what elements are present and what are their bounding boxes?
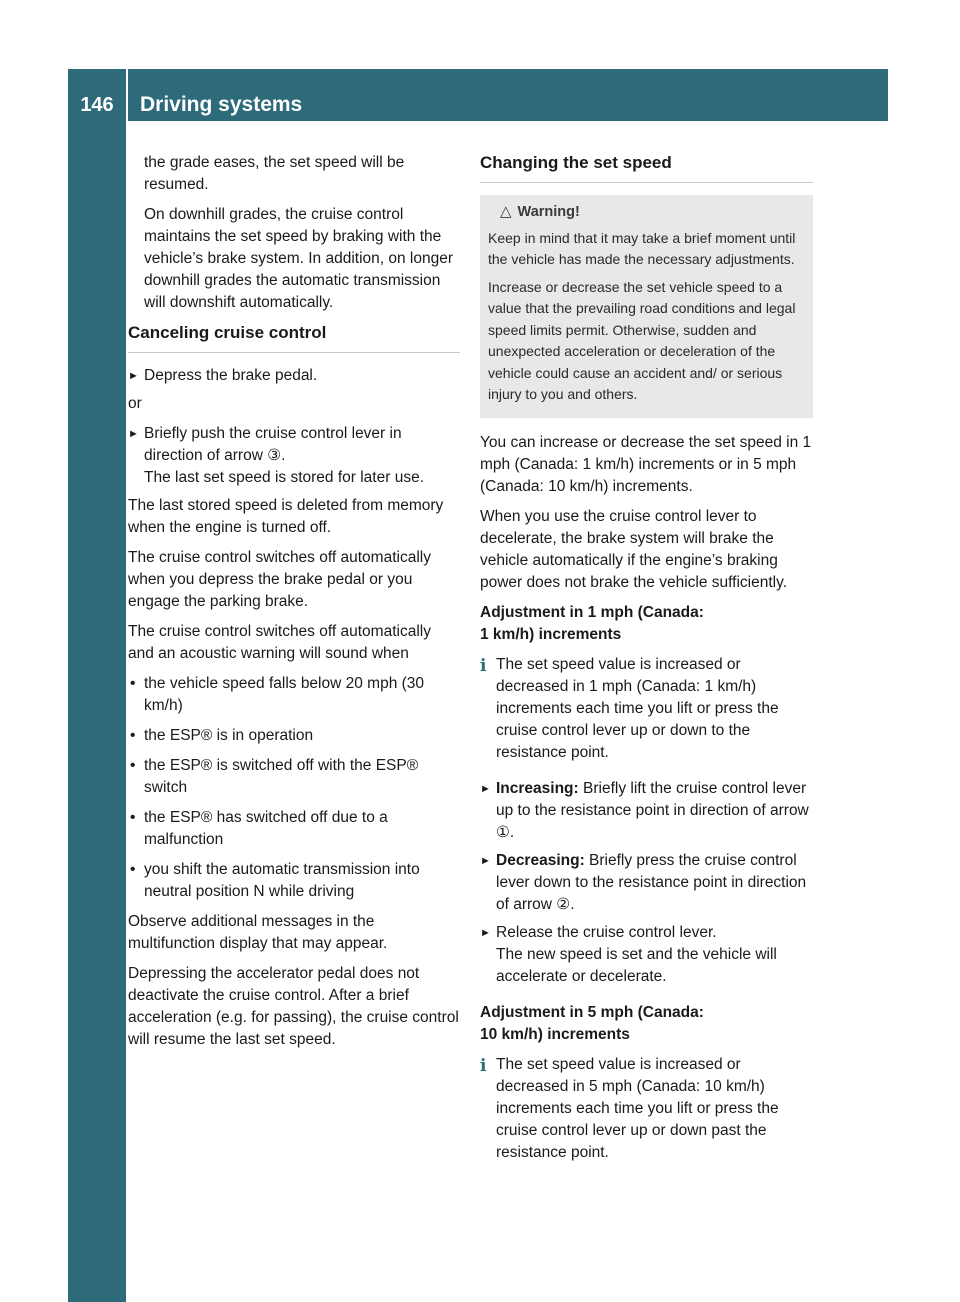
- info-text: The set speed value is increased or decreased in 5 mph (Canada: 10 km/h) increments each time you lift or press the cruise control lever up or down past the resistance point.: [496, 1055, 779, 1161]
- step-label: Decreasing:: [496, 851, 585, 869]
- step: [128, 365, 460, 387]
- side-label-wrap: [88, 120, 118, 540]
- warning-box: [480, 195, 813, 418]
- step: [128, 423, 460, 489]
- info-icon: i: [480, 1055, 487, 1076]
- list-item-text: the ESP® has switched off due to a malfunction: [144, 809, 388, 848]
- list-item: [128, 725, 460, 747]
- paragraph: the grade eases, the set speed will be resumed.: [144, 154, 405, 193]
- paragraph: When you use the cruise control lever to decelerate, the brake system will brake the vehicle automatically if the engine’s braking power does not brake the vehicle sufficiently.: [480, 507, 788, 591]
- subheading-line: 1 km/h) increments: [480, 625, 622, 643]
- step: [480, 778, 813, 844]
- bullet-icon: •: [130, 727, 136, 744]
- warning-title: Warning!: [517, 204, 580, 220]
- subheading-1mph: [480, 602, 813, 646]
- subheading-line: Adjustment in 1 mph (Canada:: [480, 603, 704, 621]
- step-arrow-icon: ►: [480, 926, 491, 939]
- paragraph: The cruise control switches off automatically when you depress the brake pedal or you engage the parking brake.: [128, 549, 431, 610]
- list-item: [128, 755, 460, 799]
- step-note: The new speed is set and the vehicle will accelerate or decelerate.: [496, 945, 777, 985]
- step-text: Release the cruise control lever.: [496, 923, 717, 941]
- warning-header: [488, 201, 805, 224]
- step-arrow-icon: ►: [128, 428, 139, 440]
- info-note: [480, 654, 813, 764]
- step: [480, 922, 813, 988]
- step-text: Briefly press the cruise control lever down to the resistance point in direction of arrow ②.: [496, 851, 807, 913]
- paragraph: Depressing the accelerator pedal does not deactivate the cruise control. After a brief acceleration (e.g. for passing), the cruise control will resume the last set speed.: [128, 965, 459, 1048]
- subheading-5mph: [480, 1002, 813, 1046]
- paragraph: The cruise control switches off automatically and an acoustic warning will sound when: [128, 623, 431, 662]
- section-title: Driving systems: [140, 93, 303, 116]
- step-text: Briefly lift the cruise control lever up to the resistance point in direction of arrow ①.: [496, 779, 809, 841]
- step-arrow-icon: ►: [480, 854, 491, 867]
- paragraph: The last stored speed is deleted from memory when the engine is turned off.: [128, 497, 444, 536]
- list-item: [128, 673, 460, 717]
- step-text: Depress the brake pedal.: [144, 367, 318, 384]
- step-arrow-icon: ►: [480, 782, 491, 795]
- paragraph: You can increase or decrease the set speed in 1 mph (Canada: 1 km/h) increments or in 5 mph (Canada: 10 km/h) increments.: [480, 433, 812, 495]
- or-text: or: [128, 395, 142, 412]
- info-text: The set speed value is increased or decreased in 1 mph (Canada: 1 km/h) increments each time you lift or press the cruise control lever up or down to the resistance point.: [496, 655, 779, 761]
- warning-triangle-icon: △: [500, 203, 512, 220]
- bullet-icon: •: [130, 861, 136, 878]
- info-note: [480, 1054, 813, 1164]
- heading-changing-set-speed: Changing the set speed: [480, 152, 813, 183]
- step-label: Increasing:: [496, 779, 579, 797]
- paragraph: On downhill grades, the cruise control maintains the set speed by braking with the vehicle’s brake system. In addition, on longer downhill grades the automatic transmission will downshift automatically.: [144, 206, 454, 311]
- list-item-text: the vehicle speed falls below 20 mph (30 km/h): [144, 675, 425, 714]
- right-column: [480, 152, 813, 1178]
- step-text: Briefly push the cruise control lever in direction of arrow ③.: [144, 425, 402, 464]
- left-column: [128, 152, 460, 1059]
- step-note: The last set speed is stored for later use.: [144, 469, 424, 486]
- header-divider: [126, 69, 128, 121]
- heading-canceling-cruise-control: Canceling cruise control: [128, 322, 460, 353]
- side-label: Controls in detail: [90, 352, 116, 540]
- list-item-text: you shift the automatic transmission into neutral position N while driving: [144, 861, 420, 900]
- list-item-text: the ESP® is in operation: [144, 727, 314, 744]
- bullet-icon: •: [130, 809, 136, 826]
- list-item: [128, 859, 460, 903]
- page-number: 146: [80, 94, 114, 116]
- subheading-line: Adjustment in 5 mph (Canada:: [480, 1003, 704, 1021]
- paragraph: Observe additional messages in the multifunction display that may appear.: [128, 913, 388, 952]
- info-icon: i: [480, 655, 487, 676]
- warning-text: Keep in mind that it may take a brief moment until the vehicle has made the necessary adjustments.: [488, 229, 796, 267]
- warning-text: Increase or decrease the set vehicle speed to a value that the prevailing road conditions and legal speed limits permit. Otherwise, sudden and unexpected acceleration or deceleration of the vehicle could cause an accident and/ or serious injury to you and others.: [488, 278, 796, 402]
- step-arrow-icon: ►: [128, 370, 139, 382]
- list-item: [128, 807, 460, 851]
- bullet-icon: •: [130, 675, 136, 692]
- step: [480, 850, 813, 916]
- list-item-text: the ESP® is switched off with the ESP® switch: [144, 757, 419, 796]
- subheading-line: 10 km/h) increments: [480, 1025, 630, 1043]
- bullet-icon: •: [130, 757, 136, 774]
